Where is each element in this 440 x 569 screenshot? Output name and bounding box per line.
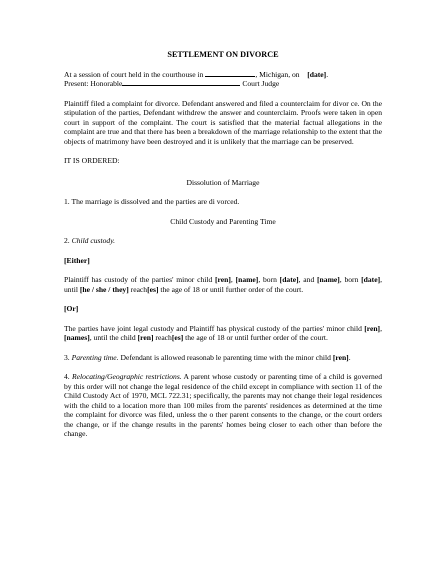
item-4-text: A parent whose custody or parenting time of a child is governed by this order will not change the legal residence of the child except in compliance with section 11 of the Child Custody Act of 1970, MCL 722.31; specifically, the parents may not change their legal residences with the child to a location more than 100 miles from the parents' residences as determined at the time the complaint for divorce was filed, unless the o ther parent consents to the change, or the court orders the change, or if the change results in the parents' homes being closer to each other than before the change. [64,372,383,438]
or-text-4: reach [153,333,172,342]
item-2-number: 2. [64,236,72,245]
present-text: Present: Honorable [64,79,123,88]
item-3-end: . [348,352,351,362]
either-text-6: , until [64,275,383,294]
item-1-dissolution: 1. The marriage is dissolved and the parties are di vorced. [64,197,240,206]
either-text-8: the age of 18 or until further order of the court. [158,284,304,294]
either-text-3: , born [258,275,280,284]
or-text-1: The parties have joint legal custody and Plaintiff has physical custody of the parties' minor child [64,323,365,333]
item-4-number: 4. [64,372,72,381]
item-2-child-custody [64,236,382,246]
or-names-placeholder: [names] [64,333,90,342]
session-end-text: . [326,69,329,79]
judge-blank [122,85,240,86]
session-date-placeholder: [date] [307,69,327,79]
or-label [64,304,382,314]
either-verb-placeholder: [es] [147,284,159,294]
complaint-paragraph: Plaintiff filed a complaint for divorce. Defendant answered and filed a counterclaim for divor ce. On the stipulation of the parties, Defendant withdrew the answer and counterclaim. Proofs were taken in open court in support of the complaint. The court is satisfied that the material factual allegations in the complaint are true and that there has been a breakdown of the marriage relationship to the extent that the objects of matrimony have been destroyed and it is unlikely that the marriage can be preserved. [64,98,382,146]
either-text-5: , born [339,275,362,284]
or-paragraph [64,324,382,343]
ordered-heading: IT IS ORDERED: [64,156,120,165]
either-pronoun-placeholder: [he / she / they] [79,284,129,294]
either-text-1: Plaintiff has custody of the parties' minor child [64,275,216,284]
custody-heading: Child Custody and Parenting Time [170,216,276,226]
either-text-4: , and [298,275,318,284]
or-text-5: the age of 18 or until further order of the court. [183,333,328,342]
intro-judge-line [64,79,382,89]
or-children-2-placeholder: [ren] [137,333,154,342]
session-text: At a session of court held in the courthouse in [64,69,206,79]
either-text-2: , [230,275,236,284]
item-4-title: Relocating/Geographic restrictions. [71,372,182,381]
either-date-2-placeholder: [date] [361,275,381,284]
item-3-parenting-time [64,353,382,363]
state-text: , Michigan, on [255,69,300,79]
either-paragraph [64,275,382,294]
judge-title-text: Court Judge [240,79,280,88]
either-text-7: reach [128,284,148,294]
item-3-text: Defendant is allowed reasonab le parenting time with the minor child [118,352,333,362]
either-label [64,256,382,266]
document-title: SETTLEMENT ON DIVORCE [167,50,279,59]
or-verb-placeholder: [es] [171,333,184,342]
item-4-relocation [64,372,382,439]
either-option: [Either] [64,255,90,265]
or-text-2: , [380,323,382,333]
item-2-title: Child custody. [71,236,116,245]
or-option: [Or] [64,304,79,313]
either-name-1-placeholder: [name] [235,275,259,284]
or-text-3: , until the child [89,333,138,342]
dissolution-heading: Dissolution of Marriage [186,177,260,187]
either-name-2-placeholder: [name] [317,275,340,284]
or-children-placeholder: [ren] [364,323,381,333]
item-3-children-placeholder: [ren] [332,352,349,362]
either-date-1-placeholder: [date] [279,275,299,284]
item-3-number: 3. [64,352,72,362]
county-blank [205,76,255,77]
either-children-placeholder: [ren] [215,275,231,284]
item-3-title: Parenting time. [71,352,119,362]
intro-session-line [64,70,382,80]
